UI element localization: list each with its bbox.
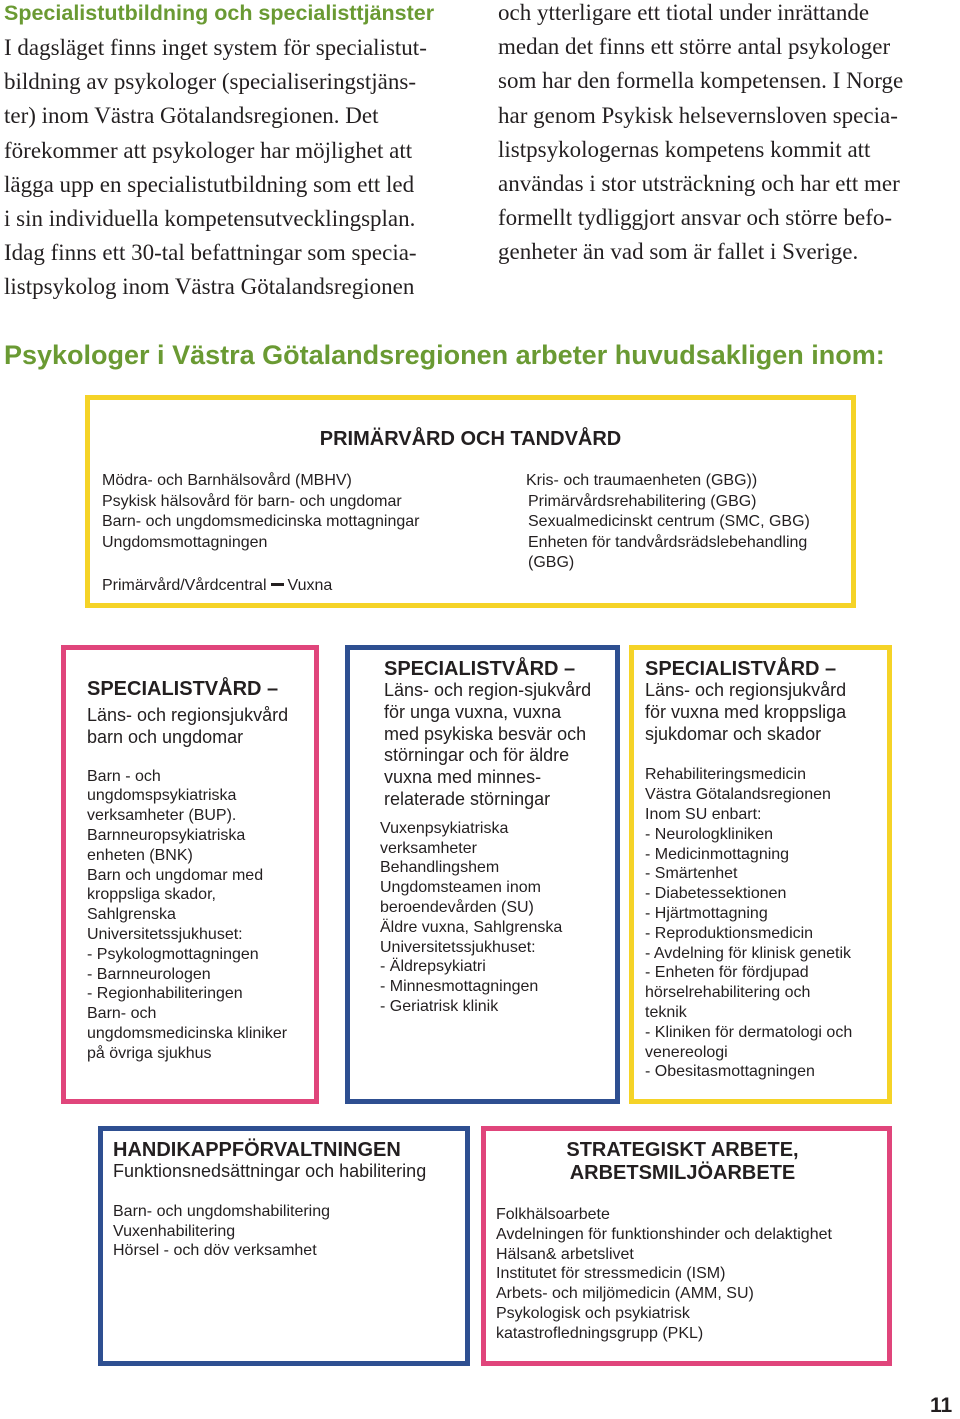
specialist-vuxna-box [345, 645, 620, 1104]
list-item: - Medicinmottagning [645, 845, 790, 863]
list-item: Primärvårdsrehabilitering (GBG) [528, 492, 757, 510]
specialist-vuxna-content [380, 658, 614, 1017]
primarvard-box [85, 395, 856, 608]
list-item: Sexualmedicinskt centrum (SMC, GBG) [528, 513, 810, 530]
primarvard-title: PRIMÄRVÅRD OCH TANDVÅRD [319, 428, 622, 450]
primarvard-left-list [102, 471, 502, 596]
list-item: - Äldrepsykiatri [380, 958, 486, 976]
specialist-kropp-box [629, 645, 892, 1104]
list-item: Mödra- och Barnhälsovård (MBHV) [102, 472, 352, 489]
handikapp-list [113, 1202, 463, 1261]
list-item: Avdelningen för funktionshinder och delaktighet [496, 1225, 832, 1243]
handikapp-content [113, 1139, 463, 1261]
list-item: Vuxenpsykiatriska verksamheter [380, 819, 509, 857]
strategiskt-title: STRATEGISKT ARBETE, ARBETSMILJÖARBETE [566, 1139, 799, 1184]
list-item: Institutet för stressmedicin (ISM) [496, 1265, 726, 1283]
list-item: Barn- och ungdomsmedicinska kliniker på övriga sjukhus [87, 1005, 288, 1062]
list-item: - Obesitasmottagningen [645, 1063, 815, 1081]
dash-separator [271, 583, 284, 586]
intro-right-column [498, 0, 956, 270]
specialist-barn-content [87, 678, 312, 1064]
list-item [102, 555, 502, 596]
list-item: - Avdelning för klinisk genetik [645, 944, 852, 962]
list-item: - Geriatrisk klinik [380, 997, 499, 1015]
list-item: - Enheten för fördjupad hörselrehabilitering och teknik [645, 964, 811, 1021]
section-title: Psykologer i Västra Götalandsregionen arbeter huvudsakligen inom: [4, 340, 885, 370]
specialist-vuxna-subtitle: Läns- och region-sjukvård för unga vuxna, vuxna med psykiska besvär och störningar och för äldre vuxna med minnes- relaterade störningar [384, 680, 592, 809]
specialist-barn-title: SPECIALISTVÅRD – [87, 678, 279, 700]
strategiskt-list [496, 1205, 886, 1344]
intro-left-column [4, 0, 474, 305]
list-item: Barnneuropsykiatriska enheten (BNK) [87, 826, 246, 864]
specialist-vuxna-list [380, 819, 614, 1017]
list-item: Psykisk hälsovård för barn- och ungdomar [102, 492, 402, 510]
intro-heading: Specialistutbildning och specialisttjänster [4, 1, 435, 25]
primarvard-right-list [528, 471, 848, 574]
list-item: - Neurologkliniken [645, 825, 774, 843]
list-item: Hörsel - och döv verksamhet [113, 1242, 317, 1260]
list-item: - Regionhabiliteringen [87, 985, 243, 1003]
list-item: Barn och ungdomar med kroppsliga skador, [87, 866, 264, 904]
list-item: Arbets- och miljömedicin (AMM, SU) [496, 1285, 754, 1303]
list-item: Psykologisk och psykiatrisk katastrofledningsgrupp (PKL) [496, 1304, 704, 1342]
list-item: Ungdomsteamen inom beroendevården (SU) [380, 879, 541, 916]
list-item: - Minnesmottagningen [380, 978, 539, 996]
page-number: 11 [930, 1394, 953, 1417]
handikapp-box [98, 1126, 470, 1366]
list-item: Västra Götalandsregionen [645, 786, 831, 804]
handikapp-title: HANDIKAPPFÖRVALTNINGEN [113, 1139, 401, 1161]
list-item: Vuxenhabilitering [113, 1222, 236, 1240]
list-item: Behandlingshem [380, 859, 500, 877]
list-item: Inom SU enbart: [645, 805, 762, 823]
specialist-barn-subtitle: Läns- och regionsjukvård barn och ungdomar [87, 705, 289, 747]
handikapp-subtitle: Funktionsnedsättningar och habilitering [113, 1161, 427, 1181]
strategiskt-box [481, 1126, 892, 1366]
list-item: - Psykologmottagningen [87, 945, 259, 963]
specialist-kropp-content [645, 658, 890, 1082]
specialist-barn-box [61, 645, 319, 1104]
primarvard-vuxna-label: Vuxna [287, 576, 333, 594]
list-item: Barn- och ungdomsmedicinska mottagningar [102, 513, 420, 530]
list-item: Ungdomsmottagningen [102, 533, 268, 551]
specialist-kropp-title: SPECIALISTVÅRD – [645, 658, 837, 680]
specialist-barn-list [87, 767, 312, 1064]
primarvard-left-list-wrap [102, 471, 502, 596]
list-item: - Reproduktionsmedicin [645, 924, 814, 942]
list-item: Folkhälsoarbete [496, 1206, 610, 1223]
primarvard-vardcentral-label: Primärvård/Vårdcentral [102, 576, 267, 594]
list-item: Äldre vuxna, Sahlgrenska Universitetssjukhuset: [380, 918, 563, 956]
list-item: - Smärtenhet [645, 865, 738, 883]
intro-right-text: och ytterligare ett tiotal under inrättande medan det finns ett större antal psykologer som har den formella kompetensen. I Norge har genom Psykisk helsevernsloven specia- listpsykologernas kompetens kommit att användas i stor utsträckning och har ett mer formellt tydliggjort ansvar och större befo- genheter än vad som är fallet i Sverige. [498, 0, 904, 265]
specialist-kropp-subtitle: Läns- och regionsjukvård för vuxna med kroppsliga sjukdomar och skador [645, 680, 847, 744]
specialist-vuxna-title: SPECIALISTVÅRD – [384, 658, 576, 680]
list-item: Rehabiliteringsmedicin [645, 766, 806, 784]
list-item: Hälsan& arbetslivet [496, 1245, 634, 1263]
specialist-kropp-list [645, 765, 890, 1082]
primarvard-right-list-wrap [528, 471, 848, 574]
list-item: - Barnneurologen [87, 965, 211, 983]
list-item: - Hjärtmottagning [645, 904, 768, 922]
list-item: Barn - och ungdomspsykiatriska verksamheter (BUP). [87, 767, 237, 825]
list-item: Enheten för tandvårdsrädslebehandling (GBG) [528, 533, 808, 571]
list-item: Sahlgrenska Universitetssjukhuset: [87, 906, 243, 943]
list-item: Kris- och traumaenheten (GBG)) [526, 472, 758, 489]
intro-left-text: I dagsläget finns inget system för specialistut- bildning av psykologer (specialiseringstjäns- ter) inom Västra Götalandsregionen. Det förekommer att psykologer har möjlighet att lägga upp en specialistutbildning som ett led i sin individuella kompetensutvecklingsplan. Idag finns ett 30-tal befattningar som specia- listpsykolog inom Västra Götalandsregionen [4, 35, 427, 300]
list-item: Barn- och ungdomshabilitering [113, 1202, 331, 1220]
list-item: - Kliniken för dermatologi och venereologi [645, 1023, 853, 1061]
list-item: - Diabetessektionen [645, 885, 787, 903]
